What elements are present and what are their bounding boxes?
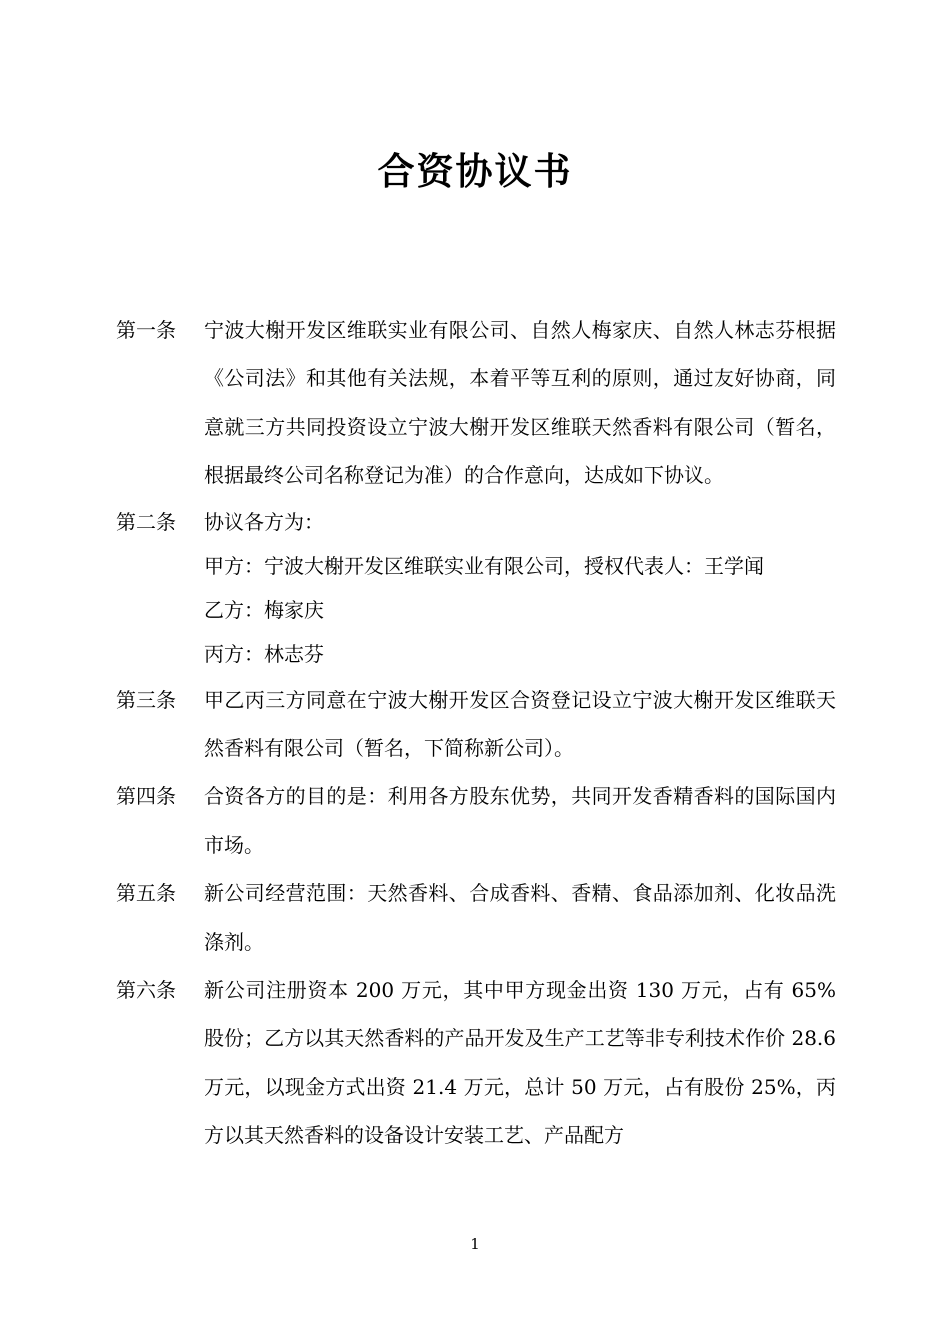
article-label: 第三条 xyxy=(116,687,176,712)
article-text: 宁波大榭开发区维联实业有限公司、自然人梅家庆、自然人林志芬根据《公司法》和其他有关法规，本着平等互利的原则，通过友好协商，同意就三方共同投资设立宁波大榭开发区维联天然香料有限公司（暂名，根据最终公司名称登记为准）的合作意向，达成如下协议。 xyxy=(204,318,836,488)
article-text: 协议各方为： xyxy=(204,509,324,534)
article-text: 合资各方的目的是：利用各方股东优势，共同开发香精香料的国际国内市场。 xyxy=(204,784,836,857)
article-6 xyxy=(116,966,836,1160)
article-label: 第六条 xyxy=(116,978,176,1003)
article-text: 新公司经营范围：天然香料、合成香料、香精、食品添加剂、化妆品洗涤剂。 xyxy=(204,881,836,954)
article-text: 新公司注册资本 200 万元，其中甲方现金出资 130 万元，占有 65%股份；乙方以其天然香料的产品开发及生产工艺等非专利技术作价 28.6 万元，以现金方式出资 21.4 万元，总计 50 万元，占有股份 25%，丙方以其天然香料的设备设计安装工艺、产品配方 xyxy=(204,978,836,1148)
party-b: 乙方：梅家庆 xyxy=(204,597,324,622)
article-1 xyxy=(116,306,836,500)
article-label: 第一条 xyxy=(116,318,176,342)
article-3 xyxy=(116,676,836,773)
article-label: 第五条 xyxy=(116,881,176,906)
article-text: 甲乙丙三方同意在宁波大榭开发区合资登记设立宁波大榭开发区维联天然香料有限公司（暂名，下简称新公司）。 xyxy=(204,687,836,761)
party-a: 甲方：宁波大榭开发区维联实业有限公司，授权代表人：王学闻 xyxy=(204,553,764,578)
article-4 xyxy=(116,772,836,869)
article-2 xyxy=(116,500,836,544)
article-label: 第四条 xyxy=(116,784,176,809)
page-number: 1 xyxy=(470,1235,480,1253)
article-label: 第二条 xyxy=(116,509,176,534)
article-5 xyxy=(116,869,836,966)
party-c: 丙方：林志芬 xyxy=(204,641,324,666)
document-body xyxy=(116,306,836,1160)
document-title: 合资协议书 xyxy=(377,149,573,193)
